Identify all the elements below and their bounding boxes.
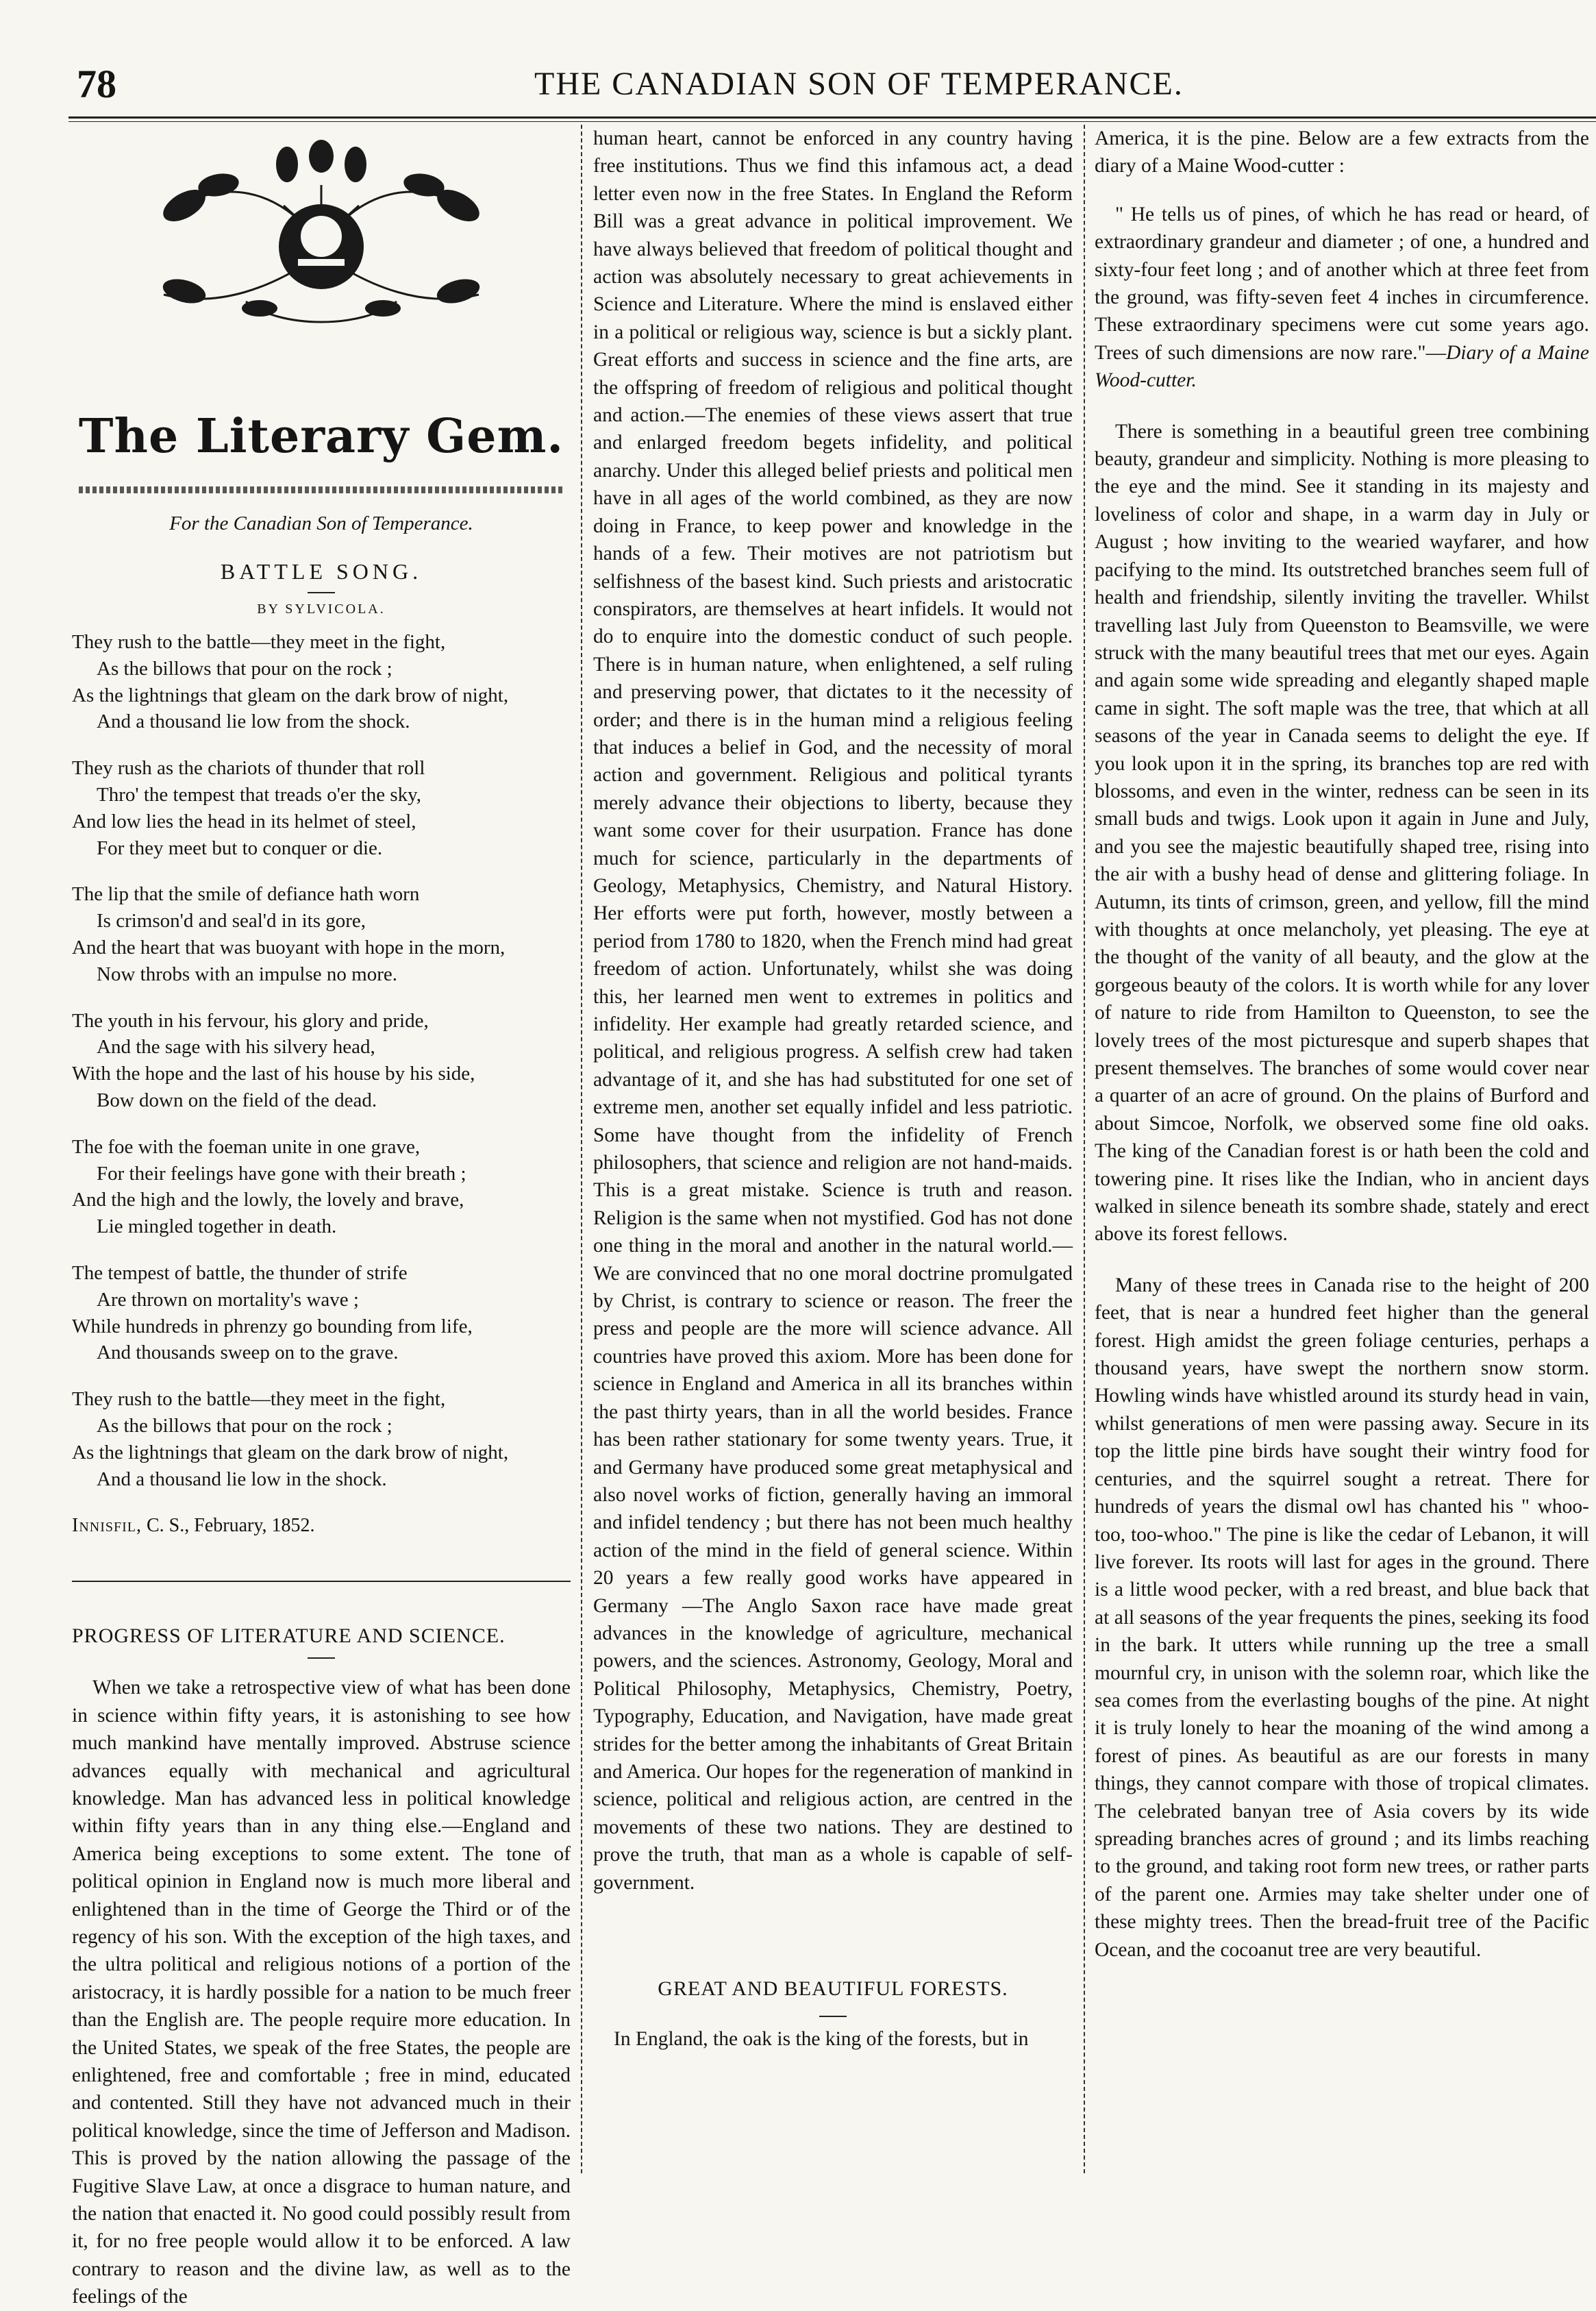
page-header bbox=[68, 60, 1575, 108]
column-right bbox=[1095, 125, 1589, 2173]
column-left bbox=[72, 125, 571, 2308]
quote-source: Diary of a Maine Wood-cutter. bbox=[1095, 341, 1589, 392]
poem-line: And the heart that was buoyant with hope in the morn, bbox=[72, 936, 506, 959]
page-number: 78 bbox=[77, 62, 116, 106]
poem-line: As the billows that pour on the rock ; bbox=[97, 657, 392, 680]
running-title: THE CANADIAN SON OF TEMPERANCE. bbox=[534, 66, 1184, 102]
spacer bbox=[1095, 180, 1589, 201]
article-forests-heading-block bbox=[593, 1973, 1073, 2017]
poem-dateline bbox=[72, 1512, 571, 1540]
poem-stanza bbox=[72, 1260, 571, 1366]
poem-line: The lip that the smile of defiance hath worn bbox=[72, 883, 420, 906]
poem-line: And the high and the lowly, the lovely and brave, bbox=[72, 1189, 464, 1211]
poem-line: They rush to the battle—they meet in the fight, bbox=[72, 1388, 446, 1411]
article-paragraph: Many of these trees in Canada rise to the height of 200 feet, that is near a hundred feet higher than the general forest. High amidst the green foliage centuries, perhaps a thousand years, have swept the northern snow storm. Howling winds have whistled around its sturdy head in vain, whilst generations of men were passing away. Secure in its top the little pine birds have sought their wintry food for centuries, and the squirrel sought a retreat. There for hundreds of years the dismal owl has chanted his " whoo-too, too-whoo." The pine is like the cedar of Lebanon, it will live forever. Its roots will last for ages in the ground. There is a little wood pecker, with a red breast, and blue back that at all seasons of the year frequents the pines, seeking its food in the bark. It utters while running up the tree a small mournful cry, in unison with the solemn roar, which like the sea comes from the everlasting boughs of the pine. At night it is truly lonely to hear the moaning of the wind among a forest of pines. As beautiful as are our forests in many things, they cannot compare with those of tropical climates. The celebrated banyan tree of Asia covers by its wide spreading branches acres of ground ; and its limbs reaching to the ground, and taking root form new trees, or rather parts of the parent one. Armies may take shelter under one of these mighty trees. Then the bread-fruit tree of the Pacific Ocean, and the cocoanut tree are very beautiful. bbox=[1095, 1274, 1589, 1961]
quote-text: " He tells us of pines, of which he has read or heard, of extraordinary grandeur and diameter ; of one, a hundred and sixty-four feet long ; and of another which at three feet from the ground, was fifty-seven feet 4 inches in circumference. These extraordinary specimens were cut some years ago. Trees of such dimensions are now rare."— bbox=[1095, 203, 1589, 364]
poem-line: While hundreds in phrenzy go bounding from life, bbox=[72, 1315, 473, 1337]
column-middle bbox=[593, 125, 1073, 2173]
article-paragraph: human heart, cannot be enforced in any country having free institutions. Thus we find this infamous act, a dead letter even now in the free States. In England the Reform Bill was a great advance in political improvement. We have always believed that freedom of political thought and action was absolutely necessary to great achievements in Science and Literature. Where the mind is enslaved either in a political or religious way, science is but a sickly plant. Great efforts and success in science and the fine arts, are the offspring of freedom of religious and political thought and action.—The enemies of these views assert that true and enlarged freedom begets infidelity, and political anarchy. Under this alleged belief priests and political men have in all ages of the world combined, as they are now doing in France, to keep power and knowledge in the hands of a few. Their motives are not patriotism but selfishness of the basest kind. Such priests and aristocratic conspirators, are themselves at heart infidels. It would not do to enquire into the domestic conduct of such people. There is in human nature, when enlightened, a self ruling and preserving power, that dictates to it the necessity of order; and there is in the human mind a religious feeling that induces a belief in God, and the necessity of moral action and government. Religious and political tyrants merely advance their objections to liberty, because they want some cover for their usurpation. France has done much for science, particularly in the departments of Geology, Metaphysics, Chemistry, and Natural History. Her efforts were put forth, however, mostly between a period from 1780 to 1820, when the French mind had great freedom of action. Unfortunately, whilst she was doing this, her learned men went to extremes in politics and infidelity. Her example had greatly retarded science, and political, and religious progress. A selfish crew had taken advantage of it, and she has had substituted for one set of extreme men, another set equally infidel and less patriotic. Some have thought from the infidelity of French philosophers, that science and religion are not hand-maids. This is a great mistake. Science is truth and reason. Religion is the same when not mystified. God has not done one thing in the moral and another in the natural world.—We are convinced that no one moral doctrine promulgated by Christ, is contrary to science or reason. The freer the press and people are the more will science advance. All countries have proved this axiom. More has been done for science in England and America in all its branches within the past thirty years, than in all the world besides. France has been rather stationary for some twenty years. True, it and Germany have produced some great metaphysical and also novel works of fiction, generally having an immoral and infidel tendency ; but there has not been much healthy action of the mind in the field of general science. Within 20 years a few really good works have appeared in Germany —The Anglo Saxon race have made great advances in the knowledge of agriculture, mechanical powers, and the sciences. Astronomy, Geology, Moral and Political Philosophy, Metaphysics, Chemistry, Poetry, Typography, Education, and Navigation, have made great strides for the better among the inhabitants of Great Britain and America. Our hopes for the regeneration of mankind in science, political and religious action, are centred in the movements of these two nations. They are destined to prove the truth, that man as a whole is capable of self-government. bbox=[593, 127, 1073, 1894]
poem-line: As the billows that pour on the rock ; bbox=[97, 1414, 392, 1437]
poem-line: And the sage with his silvery head, bbox=[97, 1036, 375, 1059]
spacer bbox=[1095, 395, 1589, 418]
poem-line: Is crimson'd and seal'd in its gore, bbox=[97, 910, 366, 932]
column-divider bbox=[1084, 125, 1085, 2173]
poem-line: They rush as the chariots of thunder that roll bbox=[72, 757, 425, 780]
poem-stanza bbox=[72, 629, 571, 735]
poem-line: As the lightnings that gleam on the dark brow of night, bbox=[72, 684, 509, 706]
spacer bbox=[1095, 1248, 1589, 1272]
decorative-vignette bbox=[143, 137, 499, 343]
article-paragraph: There is something in a beautiful green tree combining beauty, grandeur and simplicity. Nothing is more pleasing to the eye and the mind. See it standing in its majesty and loveliness of color and shape, in a warm day in July or August ; how inviting to the wearied wayfarer, and how pacifying to the mind. Its outstretched branches seem full of health and friendship, silently inviting the traveller. Whilst travelling last July from Queenston to Beamsville, we were struck with the many beautiful trees that met our eyes. Again and again some wide spreading and elegantly shaped maple came in sight. The soft maple was the tree, that which at all seasons of the year in Canada seems to delight the eye. If you look upon it in the spring, its branches top are red with blossoms, and even in the winter, redness can be seen in its small buds and twigs. Look upon it again in June and July, and you see the majestic beautifully shaped tree, rising into the air with a bushy head of dense and glittering foliage. In Autumn, its tints of crimson, green, and yellow, fill the mind with thoughts at once melancholy, yet pleasing. The eye at the thought of the vanity of all beauty, and the glow at the gorgeous beauty of the colors. It is worth while for any lover of nature to ride from Hamilton to Queenston, to see the lovely trees of the most picturesque and superb shapes that present themselves. The branches of some would cover near a quarter of an acre of ground. On the plains of Burford and about Simcoe, Norfolk, we observed some fine old oaks. The king of the Canadian forest is or hath been the cold and towering pine. It rises like the Indian, who in ancient days walked in silence beneath its sombre shade, stately and erect above its forest fellows. bbox=[1095, 420, 1589, 1246]
poem-line: For their feelings have gone with their breath ; bbox=[97, 1162, 466, 1185]
poem-line: For they meet but to conquer or die. bbox=[97, 837, 383, 859]
article-title-forests: GREAT AND BEAUTIFUL FORESTS. bbox=[658, 1977, 1008, 2000]
poem-source-line: For the Canadian Son of Temperance. bbox=[169, 512, 473, 534]
header-rule bbox=[68, 116, 1596, 122]
poem-body bbox=[72, 629, 571, 1492]
article-title-progress: PROGRESS OF LITERATURE AND SCIENCE. bbox=[72, 1624, 506, 1648]
section-heading-literary-gem: The Literary Gem. bbox=[78, 409, 564, 464]
poem-line: As the lightnings that gleam on the dark brow of night, bbox=[72, 1441, 509, 1463]
article-paragraph: In England, the oak is the king of the forests, but in bbox=[614, 2028, 1029, 2050]
poem-line: The youth in his fervour, his glory and pride, bbox=[72, 1009, 429, 1032]
poem-line: Lie mingled together in death. bbox=[97, 1215, 337, 1238]
short-rule bbox=[819, 2016, 847, 2017]
poem-stanza bbox=[72, 1008, 571, 1114]
poem-line: And thousands sweep on to the grave. bbox=[97, 1342, 399, 1364]
poem-line: Are thrown on mortality's wave ; bbox=[97, 1288, 359, 1311]
article-paragraph: America, it is the pine. Below are a few extracts from the diary of a Maine Wood-cutter : bbox=[1095, 127, 1589, 177]
poem-line: Now throbs with an impulse no more. bbox=[97, 963, 397, 985]
poem-line: They rush to the battle—they meet in the fight, bbox=[72, 631, 446, 653]
short-rule bbox=[308, 1657, 335, 1659]
poem-stanza bbox=[72, 1134, 571, 1240]
poem-line: And a thousand lie low from the shock. bbox=[97, 710, 410, 733]
ornamental-rule bbox=[79, 486, 564, 493]
poem-line: And low lies the head in its helmet of steel, bbox=[72, 810, 416, 832]
poem-line: With the hope and the last of his house by his side, bbox=[72, 1063, 475, 1085]
poem-byline: BY SYLVICOLA. bbox=[257, 602, 386, 617]
quoted-extract bbox=[1095, 201, 1589, 395]
poem-line: The foe with the foeman unite in one grave, bbox=[72, 1135, 421, 1158]
poem-line: Bow down on the field of the dead. bbox=[97, 1089, 377, 1111]
poem-stanza bbox=[72, 1386, 571, 1492]
poem-line: Thro' the tempest that treads o'er the sky, bbox=[97, 783, 422, 806]
dateline-place: Innisfil, bbox=[72, 1515, 142, 1537]
dateline-date: C. S., February, 1852. bbox=[147, 1515, 315, 1537]
poem-stanza bbox=[72, 881, 571, 987]
poem-line: The tempest of battle, the thunder of strife bbox=[72, 1261, 408, 1284]
poem-title: BATTLE SONG. bbox=[220, 559, 423, 584]
poem-line: And a thousand lie low in the shock. bbox=[97, 1468, 387, 1490]
article-paragraph: When we take a retrospective view of what has been done in science within fifty years, it is astonishing to see how much mankind have mentally improved. Abstruse science advances equally with mechanical and agricultural knowledge. Man has advanced less in political knowledge within fifty years than in any thing else.—England and America being exceptions to some extent. The tone of political opinion in England now is much more liberal and enlightened than in the time of George the Third or of the regency of his son. With the exception of the high taxes, and the ultra political and religious notions of a portion of the aristocracy, it is hardly possible for a nation to be much freer than the English are. The people require more education. In the United States, we speak of the free States, the people are enlightened, free and comfortable ; free in mind, educated and contented. Still they have not advanced much in their political knowledge, since the time of Jefferson and Madison. This is proved by the nation allowing the passage of the Fugitive Slave Law, at once a disgrace to human nature, and the nation that enacted it. No good could possibly result from it, for no free people would allow it to be enforced. A law contrary to reason and the divine law, as well as to the feelings of the bbox=[72, 1677, 571, 2308]
short-rule bbox=[308, 592, 335, 593]
poem-stanza bbox=[72, 755, 571, 861]
column-divider bbox=[581, 125, 582, 2173]
section-rule bbox=[72, 1581, 571, 1582]
